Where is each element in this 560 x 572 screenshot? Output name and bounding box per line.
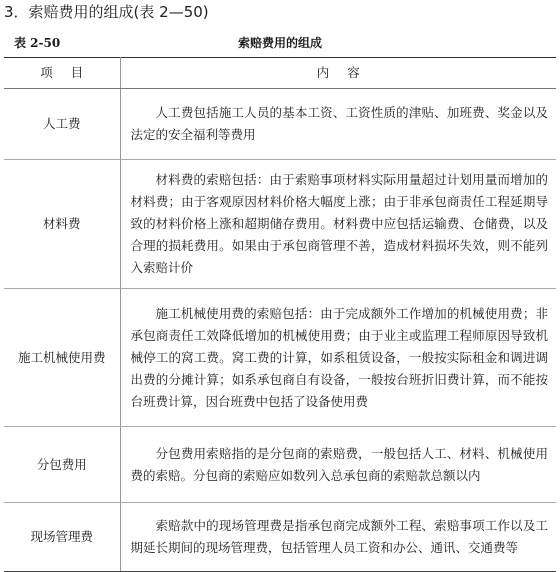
table-title: 索赔费用的组成 xyxy=(237,36,322,50)
table-row xyxy=(4,89,556,160)
row-item-content: 索赔款中的现场管理费是指承包商完成额外工程、索赔事项工作以及工期延长期间的现场管理费，包括管理人员工资和办公、通讯、交通费等 xyxy=(120,503,556,572)
section-heading: 3．索赔费用的组成(表 2—50) xyxy=(4,3,209,21)
table-header-row xyxy=(4,58,556,89)
row-item-content: 人工费包括施工人员的基本工资、工资性质的津贴、加班费、奖金以及法定的安全福利等费用 xyxy=(120,89,556,160)
row-item-content: 分包费用索赔指的是分包商的索赔费，一般包括人工、材料、机械使用费的索赔。分包商的索赔应如数列入总承包商的索赔款总额以内 xyxy=(120,427,556,503)
row-item-label: 材料费 xyxy=(4,160,120,289)
row-item-label: 现场管理费 xyxy=(4,503,120,572)
table-row xyxy=(4,160,556,289)
table-caption xyxy=(0,31,560,53)
row-item-label: 施工机械使用费 xyxy=(4,289,120,427)
table-row xyxy=(4,289,556,427)
column-header-content: 内容 xyxy=(120,58,556,89)
row-item-label: 人工费 xyxy=(4,89,120,160)
table-row xyxy=(4,427,556,503)
row-item-content: 施工机械使用费的索赔包括：由于完成额外工作增加的机械使用费；非承包商责任工效降低增加的机械使用费；由于业主或监理工程师原因导致机械停工的窝工费。窝工费的计算，如系租赁设备，一般按实际租金和调进调出费的分摊计算；如系承包商自有设备，一般按台班折旧费计算，而不能按台班费计算，因台班费中包括了设备使用费 xyxy=(120,289,556,427)
row-item-content: 材料费的索赔包括：由于索赔事项材料实际用量超过计划用量而增加的材料费；由于客观原因材料价格大幅度上涨；由于非承包商责任工程延期导致的材料价格上涨和超期储存费用。材料费中应包括运输费、仓储费，以及合理的损耗费用。如果由于承包商管理不善，造成材料损坏失效，则不能列入索赔计价 xyxy=(120,160,556,289)
row-item-label: 分包费用 xyxy=(4,427,120,503)
table-row xyxy=(4,503,556,572)
column-header-item: 项目 xyxy=(4,58,120,89)
table-number: 表 2-50 xyxy=(14,36,61,50)
claim-costs-table xyxy=(4,57,556,572)
